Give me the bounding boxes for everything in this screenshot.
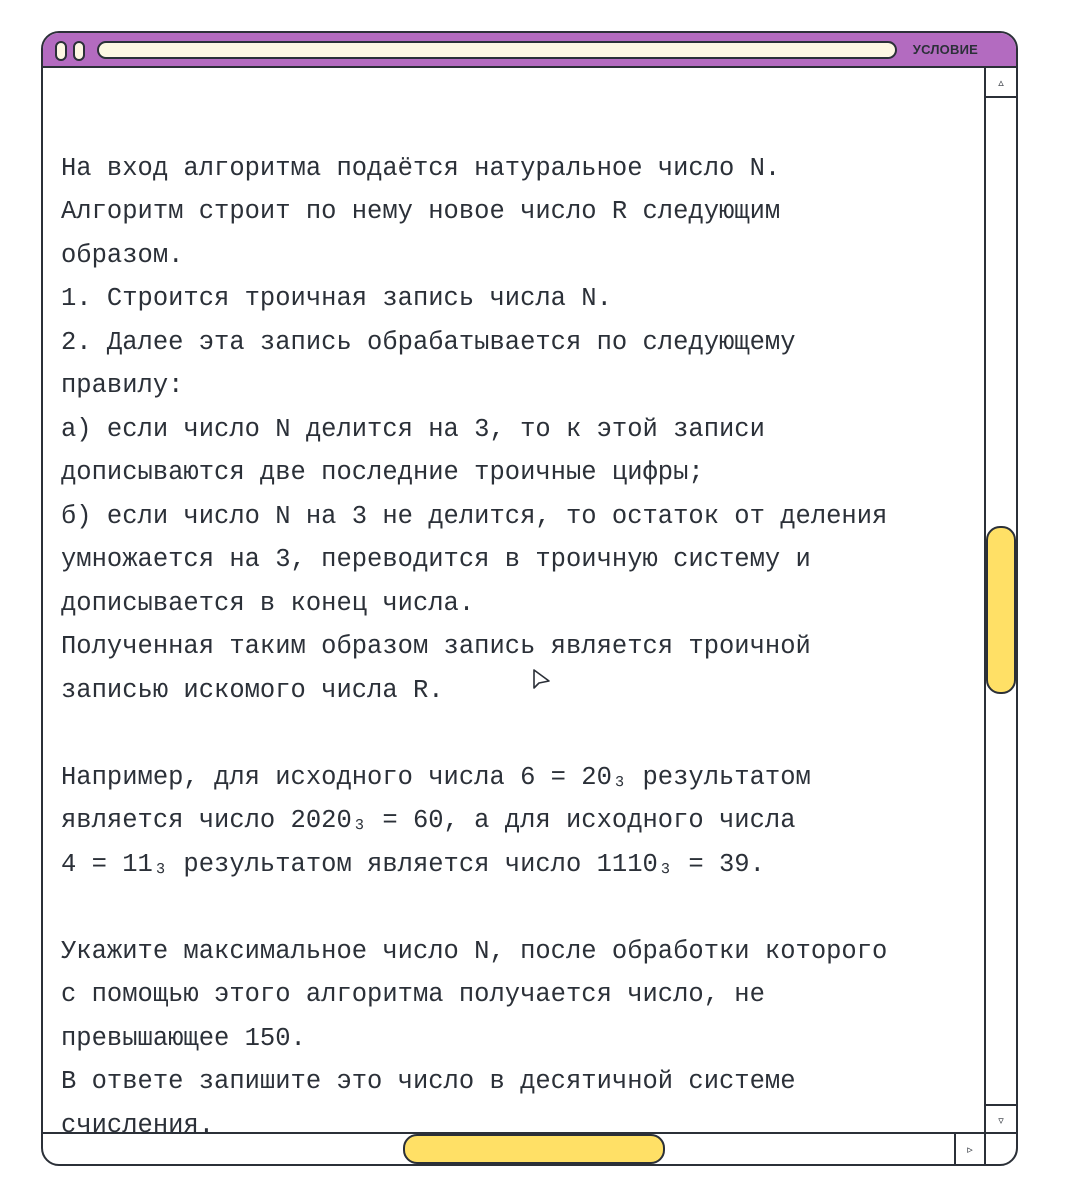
task-window (41, 31, 1018, 1166)
vertical-scrollbar[interactable] (984, 68, 1016, 1134)
title-bar (43, 33, 1016, 68)
text-line: Например, для исходного числа 6 = 20₃ результатом (61, 762, 811, 792)
text-line: 4 = 11₃ результатом является число 1110₃ = 39. (61, 849, 765, 879)
text-line: Укажите максимальное число N, после обработки которого (61, 936, 888, 966)
triangle-down-icon: ▿ (998, 1113, 1004, 1127)
text-line: В ответе запишите это число в десятичной системе (61, 1067, 796, 1096)
text-line (61, 886, 981, 930)
text-line: счисления. (61, 1110, 215, 1140)
text-line (61, 103, 981, 147)
text-line: дописываются две последние троичные цифры; (61, 458, 704, 487)
text-line: Алгоритм строит по нему новое число R следующим (61, 197, 781, 226)
text-line: 1. Строится троичная запись числа N. (61, 284, 612, 313)
address-bar[interactable] (97, 41, 897, 59)
scroll-up-button[interactable] (986, 68, 1016, 98)
problem-text (61, 103, 981, 1147)
triangle-right-icon: ▹ (967, 1142, 973, 1156)
triangle-up-icon: ▵ (998, 75, 1004, 89)
horizontal-scrollbar[interactable] (43, 1132, 1016, 1164)
vertical-scroll-thumb[interactable] (986, 526, 1016, 694)
text-line: дописывается в конец числа. (61, 588, 475, 618)
text-line: является число 2020₃ = 60, а для исходного числа (61, 806, 796, 835)
window-control-button[interactable] (73, 41, 85, 61)
window-control-button[interactable] (55, 41, 67, 61)
text-line: превышающее 150. (61, 1023, 306, 1053)
text-line: б) если число N на 3 не делится, то остаток от деления (61, 501, 888, 531)
text-line: записью искомого числа R. (61, 675, 444, 705)
text-line: правилу: (61, 371, 184, 400)
text-line: умножается на 3, переводится в троичную систему и (61, 545, 811, 574)
text-line: На вход алгоритма подаётся натуральное число N. (61, 153, 781, 183)
scroll-down-button[interactable] (986, 1104, 1016, 1134)
window-title: УСЛОВИЕ (912, 42, 978, 57)
mouse-cursor-icon (532, 668, 552, 692)
text-line: Полученная таким образом запись является троичной (61, 632, 811, 661)
text-line (61, 712, 981, 756)
text-line: 2. Далее эта запись обрабатывается по следующему (61, 327, 796, 357)
horizontal-scroll-thumb[interactable] (403, 1134, 665, 1164)
text-line: а) если число N делится на 3, то к этой записи (61, 414, 765, 444)
scroll-right-button[interactable] (954, 1134, 986, 1164)
text-line: образом. (61, 240, 184, 270)
text-line: с помощью этого алгоритма получается число, не (61, 980, 765, 1009)
